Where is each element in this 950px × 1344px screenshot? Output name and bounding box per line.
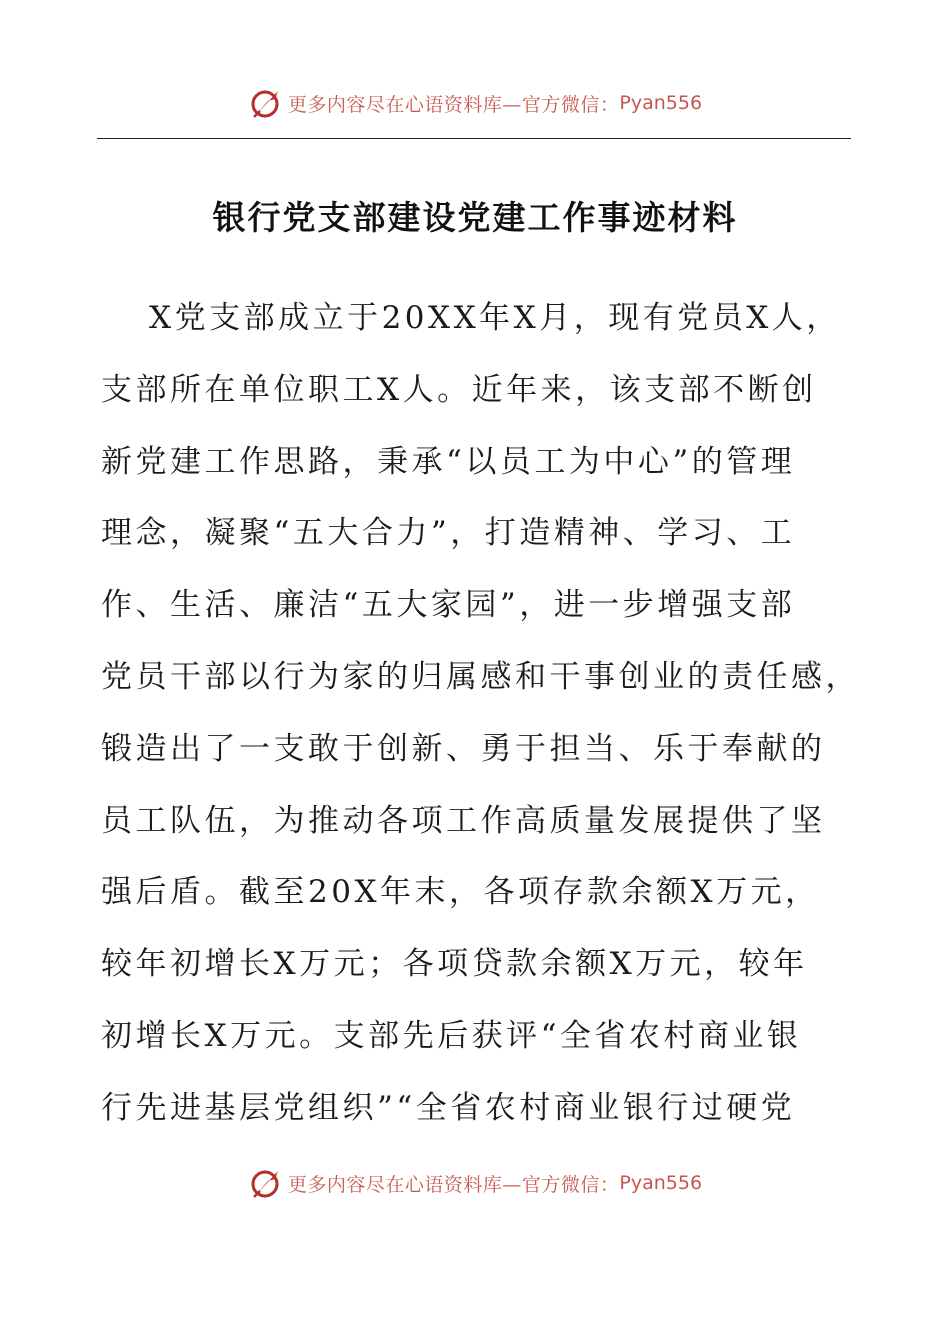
body-line: 党员干部以行为家的归属感和干事创业的责任感，: [101, 658, 860, 695]
body-line: 支部所在单位职工X人。近年来，该支部不断创: [101, 371, 817, 408]
document-body: [101, 283, 860, 1145]
quill-logo-icon: [248, 1165, 284, 1201]
body-line: X党支部成立于20XX年X月，现有党员X人，: [149, 300, 841, 336]
body-line: 初增长X万元。支部先后获评“全省农村商业银: [101, 1017, 802, 1054]
body-line: 员工队伍，为推动各项工作高质量发展提供了坚: [101, 802, 826, 839]
header-banner: [0, 83, 950, 123]
footer-banner-wechat-id: Pyan556: [619, 1172, 703, 1194]
body-line: 较年初增长X万元；各项贷款余额X万元，较年: [101, 946, 808, 983]
body-line: 锻造出了一支敢于创新、勇于担当、乐于奉献的: [101, 730, 826, 767]
document-title: 银行党支部建设党建工作事迹材料: [212, 198, 738, 237]
body-line: 作、生活、廉洁“五大家园”，进一步增强支部: [101, 587, 796, 624]
header-banner-text: 更多内容尽在心语资料库—官方微信：: [287, 93, 620, 116]
footer-banner: [0, 1163, 950, 1203]
header-divider: [97, 138, 851, 139]
body-line: 强后盾。截至20X年末，各项存款余额X万元，: [101, 874, 820, 911]
quill-logo-icon: [248, 85, 284, 121]
header-banner-wechat-id: Pyan556: [619, 92, 703, 114]
body-line: 行先进基层党组织”“全省农村商业银行过硬党: [101, 1089, 796, 1126]
body-line: 理念，凝聚“五大合力”，打造精神、学习、工: [101, 515, 796, 552]
body-line: 新党建工作思路，秉承“以员工为中心”的管理: [101, 443, 796, 480]
footer-banner-text: 更多内容尽在心语资料库—官方微信：: [287, 1173, 620, 1196]
